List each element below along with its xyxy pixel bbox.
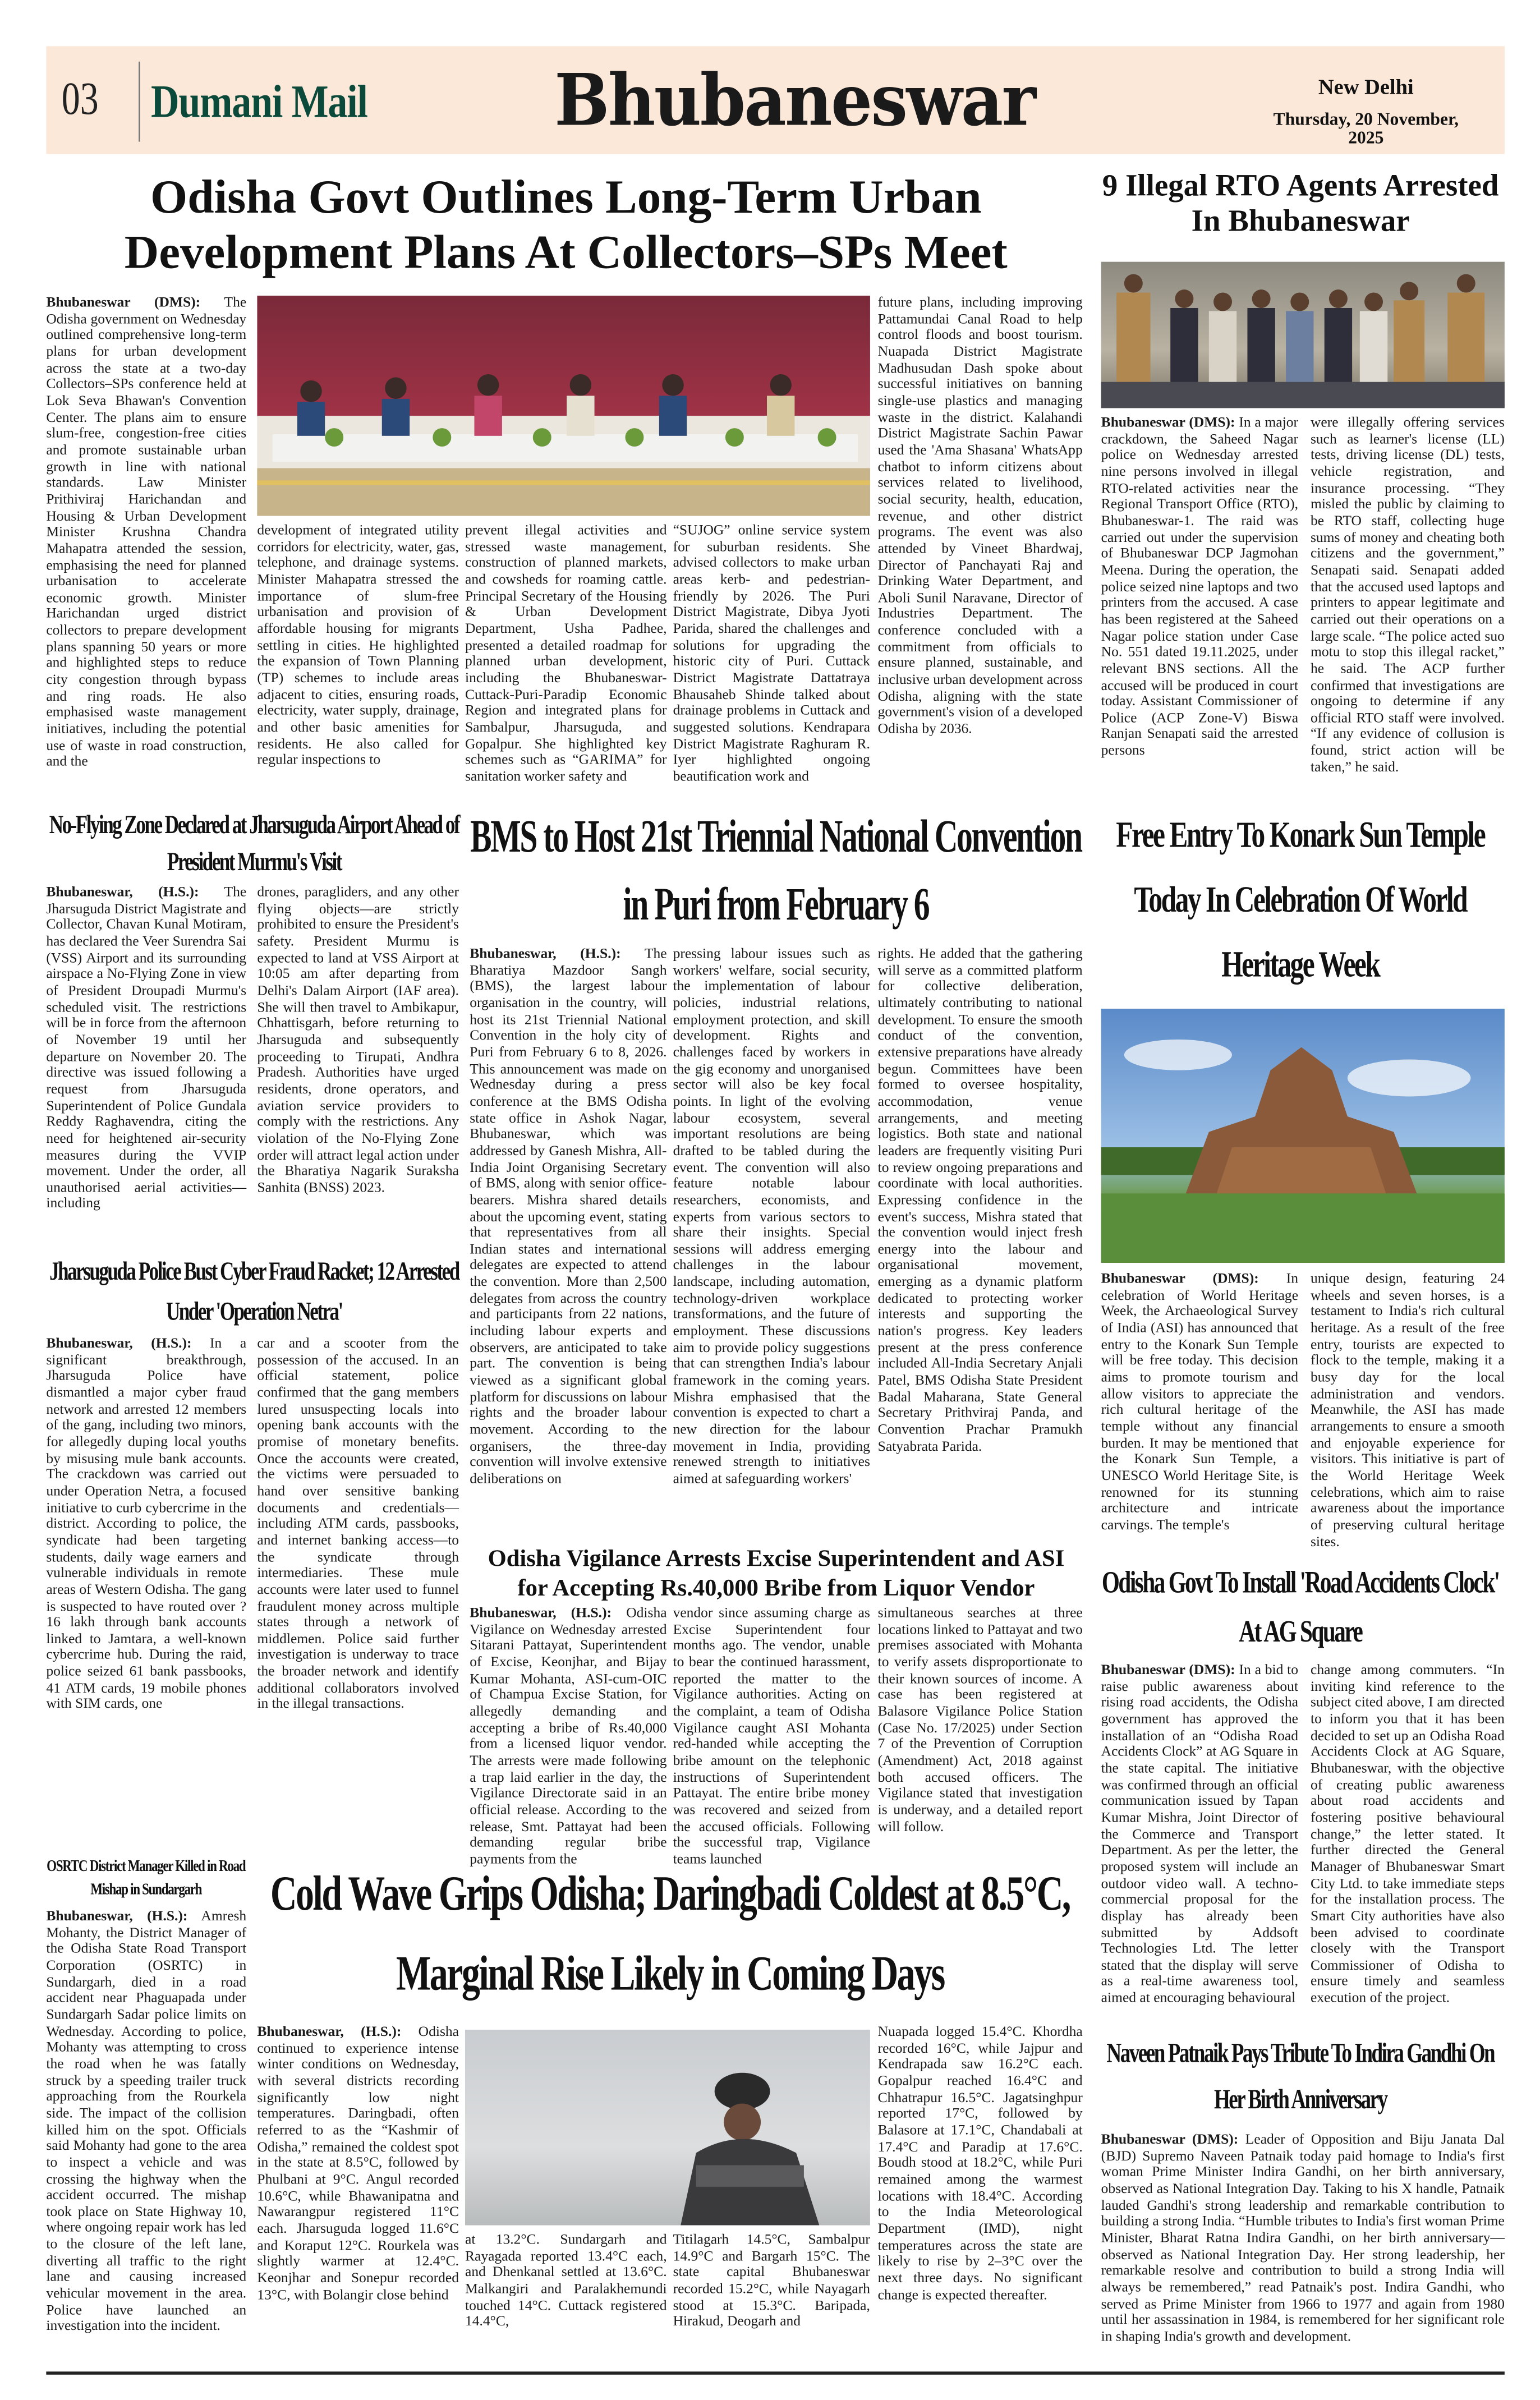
headline-cyber-fraud: Jharsuguda Police Bust Cyber Fraud Racket; 12 Arrested Under 'Operation Netra': [49, 1256, 459, 1326]
article-column: vendor since assuming charge as Excise Superintendent four months ago. The vendor, unable to bear the continued harassment, reported the matter to the Vigilance authorities. Acting on the complaint, a team of Odisha Vigilance caught ASI Mohanta red-handed while accepting the bribe amount on the telephonic instructions of Superintendent Pattayat. The entire bribe money was recovered and seized from the accused officials. Following the successful trap, Vigilance teams launched: [673, 1606, 870, 1868]
article-text: Amresh Mohanty, the District Manager of the Odisha State Road Transport Corporation (OSRTC) in Sundargarh, died in a road accident near Phaguapada under Sundargarh Sadar police limits on Wednesday. According to police, Mohanty was attempting to cross the road when he was fatally struck by a speeding trailer truck approaching from the Rourkela side. The impact of the collision killed him on the spot. Officials said Mohanty had gone to the area to inspect a vehicle and was crossing the highway when the accident occurred. The mishap took place on State Highway 10, where ongoing repair work has led to the closure of the left lane, diverting all traffic to the right lane and causing increased vehicular movement in the area. Police have launched an investigation into the incident.: [46, 1909, 247, 2335]
headline-osrtc-mishap: OSRTC District Manager Killed in Road Mishap in Sundargarh: [47, 1859, 246, 1899]
article-column: unique design, featuring 24 wheels and seven horses, is a testament to India's rich cultural heritage. As a result of the free entry, tourists are expected to flock to the temple, making it a busy day for the local administration and vendors. Meanwhile, the ASI has made arrangements to ensure a smooth and enjoyable experience for visitors. This initiative is part of the World Heritage Week celebrations, which aim to raise awareness about the importance of preserving cultural heritage sites.: [1310, 1272, 1505, 1550]
article-text: Odisha Vigilance on Wednesday arrested Sitarani Pattayat, Superintendent of Excise, Keonjhar, and Bijay Kumar Mohanta, ASI-cum-OIC of Champua Excise Station, for allegedly demanding and accepting a bribe of Rs.40,000 from a licensed liquor vendor. The arrests were made following a trap laid earlier in the day, the Vigilance Directorate said in an official release. According to the release, Smt. Pattayat had been demanding regular bribe payments from the: [470, 1606, 667, 1868]
article-column: [46, 296, 246, 801]
article-column: [1101, 1663, 1298, 2024]
article-column: future plans, including improving Pattamundai Canal Road to help control floods and boost tourism. Nuapada District Magistrate Madhusudan Dash spoke about successful initiatives on banning single-use plastics and managing waste in the district. Kalahandi District Magistrate Sachin Pawar used the 'Ama Shasana' WhatsApp chatbot to inform citizens about services related to livelihood, social security, health, education, revenue, and other district programs. The event was also attended by Vineet Bhardwaj, Director of Panchayati Raj and Drinking Water Department, and Aboli Sunil Naravane, Director of Industries Department. The conference concluded with a commitment from officials to ensure planned, sustainable, and inclusive urban development across Odisha, aligning with the state government's vision of a developed Odisha by 2036.: [877, 296, 1083, 738]
article-column: [1101, 1272, 1298, 1555]
article-text: In celebration of World Heritage Week, the Archaeological Survey of India (ASI) has announced that entry to the Konark Sun Temple will be free today. This decision aims to promote tourism and allow visitors to appreciate the rich cultural heritage of the temple without any financial burden. It may be mentioned that the Konark Sun Temple, a UNESCO World Heritage Site, is renowned for its stunning architecture and intricate carvings. The temple's: [1101, 1272, 1299, 1534]
byline: Bhubaneswar, (H.S.):: [257, 2025, 402, 2041]
article-column: Titilagarh 14.5°C, Sambalpur 14.9°C and Bargarh 15°C. The state capital Bhubaneswar recorded 15.2°C, while Nayagarh stood at 15.3°C. Baripada, Hirakud, Deogarh and: [673, 2233, 870, 2330]
byline: Bhubaneswar (DMS):: [1101, 1272, 1259, 1288]
article-column: [1101, 416, 1298, 801]
article-column: drones, paragliders, and any other flying objects—are strictly prohibited to ensure the President's safety. President Murmu is expected to land at VSS Airport at 10:05 am after departing from Delhi's Dalam Airport (IAF area). She will then travel to Ambikapur, Chhattisgarh, before returning to Jharsuguda and subsequently proceeding to Tirupati, Andhra Pradesh. Authorities have urged residents, drone operators, and aviation service providers to comply with the restrictions. Any violation of the No-Flying Zone order will attract legal action under the Bharatiya Nagarik Suraksha Sanhita (BNSS) 2023.: [257, 885, 459, 1197]
article-column: Nuapada logged 15.4°C. Khordha recorded 16°C, while Jajpur and Kendrapada saw 16.2°C each. Gopalpur reached 16.4°C and Chhatrapur 16.5°C. Jagatsinghpur reported 17°C, followed by Balasore at 17.1°C, Chandabali at 17.4°C and Paradip at 17.6°C. Boudh stood at 18.2°C, while Puri remained among the warmest locations with 18.4°C. According to the India Meteorological Department (IMD), night temperatures across the state are likely to rise by 2–3°C over the next three days. No significant change is expected thereafter.: [877, 2025, 1083, 2304]
article-text: In a bid to raise public awareness about rising road accidents, the Odisha government has approved the installation of an “Odisha Road Accidents Clock” at AG Square in the state capital. The initiative was confirmed through an official communication issued by Tapan Kumar Mishra, Joint Director of the Commerce and Transport Department. As per the letter, the proposed system will include an outdoor video wall. A techno-commercial proposal for the display has already been submitted by Addsoft Technologies Ltd. The letter stated that the display will serve as a real-time awareness tool, aimed at encouraging behavioural: [1101, 1663, 1299, 2007]
article-text: The Bharatiya Mazdoor Sangh (BMS), the largest labour organisation in the country, will host its 21st Triennial National Convention in the holy city of Puri from February 6 to 8, 2026. This announcement was made on Wednesday during a press conference at the BMS Odisha state office in Ashok Nagar, Bhubaneswar, which was addressed by Ganesh Mishra, All-India Joint Organising Secretary of BMS, along with senior office-bearers. Mishra shared details about the upcoming event, stating that representatives from all Indian states and international delegates are expected to attend the convention. More than 2,500 delegates from across the country and participants from 22 nations, including labour experts and observers, are anticipated to take part. The convention is being viewed as a significant global platform for discussions on labour rights and the broader labour movement. According to the organisers, the three-day convention will involve extensive deliberations on: [470, 947, 667, 1488]
article-column: were illegally offering services such as learner's license (LL) tests, driving license (DL) tests, vehicle registration, and insurance processing. “They misled the public by claiming to be RTO staff, collecting huge sums of money and cheating both citizens and the government,” Senapati said. Senapati added that the accused used laptops and printers to appear legitimate and carried out their operations on a large scale. “The police acted suo motu to stop this illegal racket,” he said. The ACP further confirmed that investigations are ongoing to determine if any official RTO staff were involved. “If any evidence of collusion is found, strict action will be taken,” he said.: [1310, 416, 1505, 776]
cold-wave-photo-image: [465, 2030, 870, 2226]
article-column: [46, 1910, 246, 2360]
article-column: at 13.2°C. Sundargarh and Rayagada reported 13.4°C each, and Dhenkanal settled at 13.6°C. Malkangiri and Paralakhemundi touched 14°C. Cuttack registered 14.4°C,: [465, 2233, 667, 2330]
article-column: simultaneous searches at three locations linked to Pattayat and two premises associated with Mohanta to verify assets disproportionate to their known sources of income. A case has been registered at Balasore Vigilance Police Station (Case No. 17/2025) under Section 7 of the Prevention of Corruption (Amendment) Act, 2018 against both accused officers. The Vigilance stated that investigation is underway, and a detailed report will follow.: [877, 1606, 1083, 1835]
article-column: [470, 1606, 667, 1868]
konark-temple-photo: [1101, 1009, 1505, 1263]
headline-road-accidents-clock: Odisha Govt To Install 'Road Accidents Clock' At AG Square: [1101, 1566, 1499, 1649]
byline: Bhubaneswar, (H.S.):: [46, 885, 199, 901]
headline-vigilance-arrest: Odisha Vigilance Arrests Excise Superintendent and ASI for Accepting Rs.40,000 Bribe from Liquor Vendor: [488, 1546, 1065, 1602]
rto-arrest-photo-image: [1101, 262, 1505, 408]
headline-no-flying-zone: No-Flying Zone Declared at Jharsuguda Airport Ahead of President Murmu's Visit: [49, 810, 459, 876]
masthead: [46, 46, 1505, 154]
byline: Bhubaneswar (DMS):: [46, 296, 201, 311]
article-column: development of integrated utility corridors for electricity, water, gas, telephone, and drainage systems. Minister Mahapatra stressed the importance of slum-free urbanisation and provision of affordable housing for migrants settling in cities. He highlighted the expansion of Town Planning (TP) schemes to include areas adjacent to cities, ensuring roads, electricity, water supply, drainage, and other basic amenities for residents. He also called for regular inspections to: [257, 523, 459, 769]
article-column: [46, 1337, 246, 1851]
article-text: In a major crackdown, the Saheed Nagar police on Wednesday arrested nine persons involved in illegal RTO-related activities near the Regional Transport Office (RTO), Bhubaneswar-1. The raid was carried out under the supervision of Bhubaneswar DCP Jagmohan Meena. During the operation, the police seized nine laptops and two printers from the accused. A case has been registered at the Saheed Nagar police station under Case No. 551 dated 19.11.2025, under relevant BNS sections. All the accused will be produced in court today. Assistant Commissioner of Police (ACP Zone-V) Biswa Ranjan Senapati said the arrested persons: [1101, 416, 1299, 760]
article-text: The Odisha government on Wednesday outlined comprehensive long-term plans for urban development across the state at a two-day Collectors–SPs conference held at Lok Seva Bhawan's Convention Center. The plans aim to ensure slum-free, congestion-free cities and promote sustainable urban growth in line with national standards. Law Minister Prithiviraj Harichandan and Housing & Urban Development Minister Krushna Chandra Mahapatra attended the session, emphasising the need for planned urbanisation to accelerate economic growth. Minister Harichandan urged district collectors to prepare development plans spanning 50 years or more and highlighted steps to reduce city congestion through bypass and ring roads. He also emphasised waste management initiatives, including the potential use of waste in road construction, and the: [46, 296, 247, 771]
section-title: Bhubaneswar: [554, 58, 1035, 142]
konark-temple-photo-image: [1101, 1009, 1505, 1263]
edition-place: New Delhi: [1318, 77, 1414, 100]
cold-wave-photo: [465, 2030, 870, 2226]
article-text: The Jharsuguda District Magistrate and Collector, Chavan Kunal Motiram, has declared the Veer Surendra Sai (VSS) Airport and its surrounding airspace a No-Flying Zone in view of President Droupadi Murmu's scheduled visit. The restrictions will be in force from the afternoon of November 19 until her departure on November 20. The directive was issued following a request from Jharsuguda Superintendent of Police Gundala Reddy Raghavendra, citing the need for heightened air-security measures during the VVIP movement. Under the order, all unauthorised aerial activities—including: [46, 885, 247, 1213]
headline-bms-convention: BMS to Host 21st Triennial National Convention in Puri from February 6: [470, 811, 1082, 930]
headline-urban-development: Odisha Govt Outlines Long-Term Urban Development Plans At Collectors–SPs Meet: [124, 169, 1008, 278]
article-column: [46, 885, 246, 1249]
byline: Bhubaneswar, (H.S.):: [470, 1606, 612, 1622]
byline: Bhubaneswar (DMS):: [1101, 416, 1235, 431]
conference-photo-image: [257, 296, 870, 516]
article-column: change among commuters. “In inviting kind reference to the subject cited above, I am directed to inform you that it has been decided to set up an Odisha Road Accidents Clock at AG Square, Bhubaneswar, with the objective of creating public awareness about road accidents and fostering positive behavioural change,” the letter stated. It further directed the General Manager of Bhubaneswar Smart City Ltd. to take immediate steps for the installation process. The Smart City authorities have also been advised to coordinate closely with the Transport Commissioner of Odisha to ensure timely and seamless execution of the project.: [1310, 1663, 1505, 2007]
article-column: [470, 947, 666, 1540]
divider: [139, 62, 140, 142]
article-column: rights. He added that the gathering will serve as a committed platform for collective deliberation, ultimately contributing to national development. To ensure the smooth conduct of the convention, extensive preparations have already begun. Committees have been formed to oversee hospitality, accommodation, venue arrangements, and meeting logistics. Both state and national leaders are frequently visiting Puri to review ongoing preparations and coordinate with local authorities. Expressing confidence in the event's success, Mishra stated that the convention would inject fresh energy into the labour and organisational movement, emerging as a dynamic platform dedicated to protecting worker interests and supporting the nation's progress. Key leaders present at the press conference included All-India Secretary Anjali Patel, BMS Odisha State President Badal Maharana, State General Secretary Prithviraj Panda, and Convention Prachar Pramukh Satyabrata Parida.: [877, 947, 1083, 1455]
bottom-rule: [46, 2371, 1505, 2374]
article-text: In a significant breakthrough, Jharsuguda Police have dismantled a major cyber fraud network and arrested 12 members of the gang, including two minors, for allegedly duping local youths by misusing mule bank accounts. The crackdown was carried out under Operation Netra, a focused initiative to curb cybercrime in the district. According to police, the syndicate had been targeting students, daily wage earners and vulnerable individuals in remote areas of Western Odisha. The gang is suspected to have routed over ?16 lakh through bank accounts linked to Jamtara, a well-known cybercrime hub. During the raid, police seized 61 bank passbooks, 41 ATM cards, 19 mobile phones with SIM cards, one: [46, 1336, 247, 1713]
article-column: [1101, 2133, 1505, 2360]
article-text: Odisha continued to experience intense winter conditions on Wednesday, with several districts recording significantly low night temperatures. Daringbadi, often referred to as the “Kashmir of Odisha,” remained the coldest spot in the state at 8.5°C, followed by Phulbani at 9°C. Angul recorded 10.6°C, while Bhawanipatna and Nawarangpur registered 11°C each. Jharsuguda logged 11.6°C and Koraput 12°C. Rourkela was slightly warmer at 12.4°C. Keonjhar and Sonepur recorded 13°C, with Bolangir close behind: [257, 2025, 459, 2304]
byline: Bhubaneswar (DMS):: [1101, 2132, 1239, 2149]
paper-name: Dumani Mail: [151, 77, 367, 128]
article-column: [257, 2025, 459, 2360]
conference-photo: [257, 296, 870, 516]
page-number: 03: [61, 73, 99, 125]
headline-cold-wave: Cold Wave Grips Odisha; Daringbadi Coldest at 8.5°C, Marginal Rise Likely in Coming Days: [270, 1865, 1070, 2001]
byline: Bhubaneswar, (H.S.):: [46, 1909, 188, 1925]
headline-konark-free-entry: Free Entry To Konark Sun Temple Today In Celebration Of World Heritage Week: [1116, 816, 1485, 986]
article-column: pressing labour issues such as workers' welfare, social security, the implementation of labour policies, industrial relations, employment protection, and skill development. Rights and challenges faced by workers in the gig economy and unorganised sector will also be key focal points. In light of the evolving labour ecosystem, several important resolutions are being drafted to be tabled during the event. The convention will also feature notable labour researchers, economists, and experts from various sectors to share their insights. Special sessions will address emerging challenges in the labour landscape, including automation, technology-driven workplace transformations, and the future of employment. These discussions aim to provide policy suggestions that can strengthen India's labour framework in the coming years. Mishra emphasised that the convention is expected to chart a new direction for the labour movement in India, providing renewed strength to initiatives aimed at safeguarding workers': [673, 947, 870, 1488]
rto-arrest-photo: [1101, 262, 1505, 408]
article-column: “SUJOG” online service system for suburban residents. She advised collectors to make urban areas kerb- and pedestrian-friendly by 2026. The Puri District Magistrate, Dibya Jyoti Parida, shared the challenges and solutions for upgrading the historic city of Puri. Cuttack District Magistrate Dattatraya Bhausaheb Shinde talked about drainage problems in Cuttack and suggested solutions. Kendrapara District Magistrate Raghuram R. Iyer highlighted ongoing beautification work and: [673, 523, 870, 785]
byline: Bhubaneswar, (H.S.):: [470, 947, 621, 963]
edition-date: Thursday, 20 November, 2025: [1273, 111, 1459, 148]
article-column: prevent illegal activities and stressed waste management, construction of planned markets, and cowsheds for roaming cattle. Principal Secretary of the Housing & Urban Development Department, Usha Padhee, presented a detailed roadmap for planned urban development, including the Bhubaneswar-Cuttack-Puri-Paradip Economic Region and integrated plans for Sambalpur, Jharsuguda, and Gopalpur. She highlighted key schemes such as “GARIMA” for sanitation worker safety and: [465, 523, 667, 785]
byline: Bhubaneswar, (H.S.):: [46, 1336, 192, 1353]
headline-rto-agents: 9 Illegal RTO Agents Arrested In Bhubaneswar: [1102, 169, 1499, 239]
article-column: car and a scooter from the possession of the accused. In an official statement, police confirmed that the gang members lured unsuspecting locals into opening bank accounts with the promise of monetary benefits. Once the accounts were created, the victims were persuaded to hand over sensitive banking documents and credentials—including ATM cards, passbooks, and internet banking access—to the syndicate through intermediaries. These mule accounts were later used to funnel fraudulent money across multiple states through a network of middlemen. Police said further investigation is underway to trace the broader network and identify additional collaborators involved in the illegal transactions.: [257, 1336, 459, 1713]
headline-naveen-tribute: Naveen Patnaik Pays Tribute To Indira Gandhi On Her Birth Anniversary: [1106, 2037, 1495, 2114]
byline: Bhubaneswar (DMS):: [1101, 1663, 1235, 1679]
article-text: Leader of Opposition and Biju Janata Dal (BJD) Supremo Naveen Patnaik today paid homage to India's first woman Prime Minister Indira Gandhi, on her birth anniversary, observed as National Integration Day. Taking to his X handle, Patnaik lauded Gandhi's strong leadership and remarkable contribution to building a strong India. “Humble tributes to India's first woman Prime Minister, Bharat Ratna Indira Gandhi, on her birth anniversary—observed as National Integration Day. Her strong leadership, her remarkable resolve and contribution to build a strong India will always be remembered,” read Patnaik's post. Indira Gandhi, who served as Prime Minister from 1966 to 1977 and again from 1980 until her assassination in 1984, is remembered for her significant role in shaping India's growth and development.: [1101, 2132, 1505, 2346]
